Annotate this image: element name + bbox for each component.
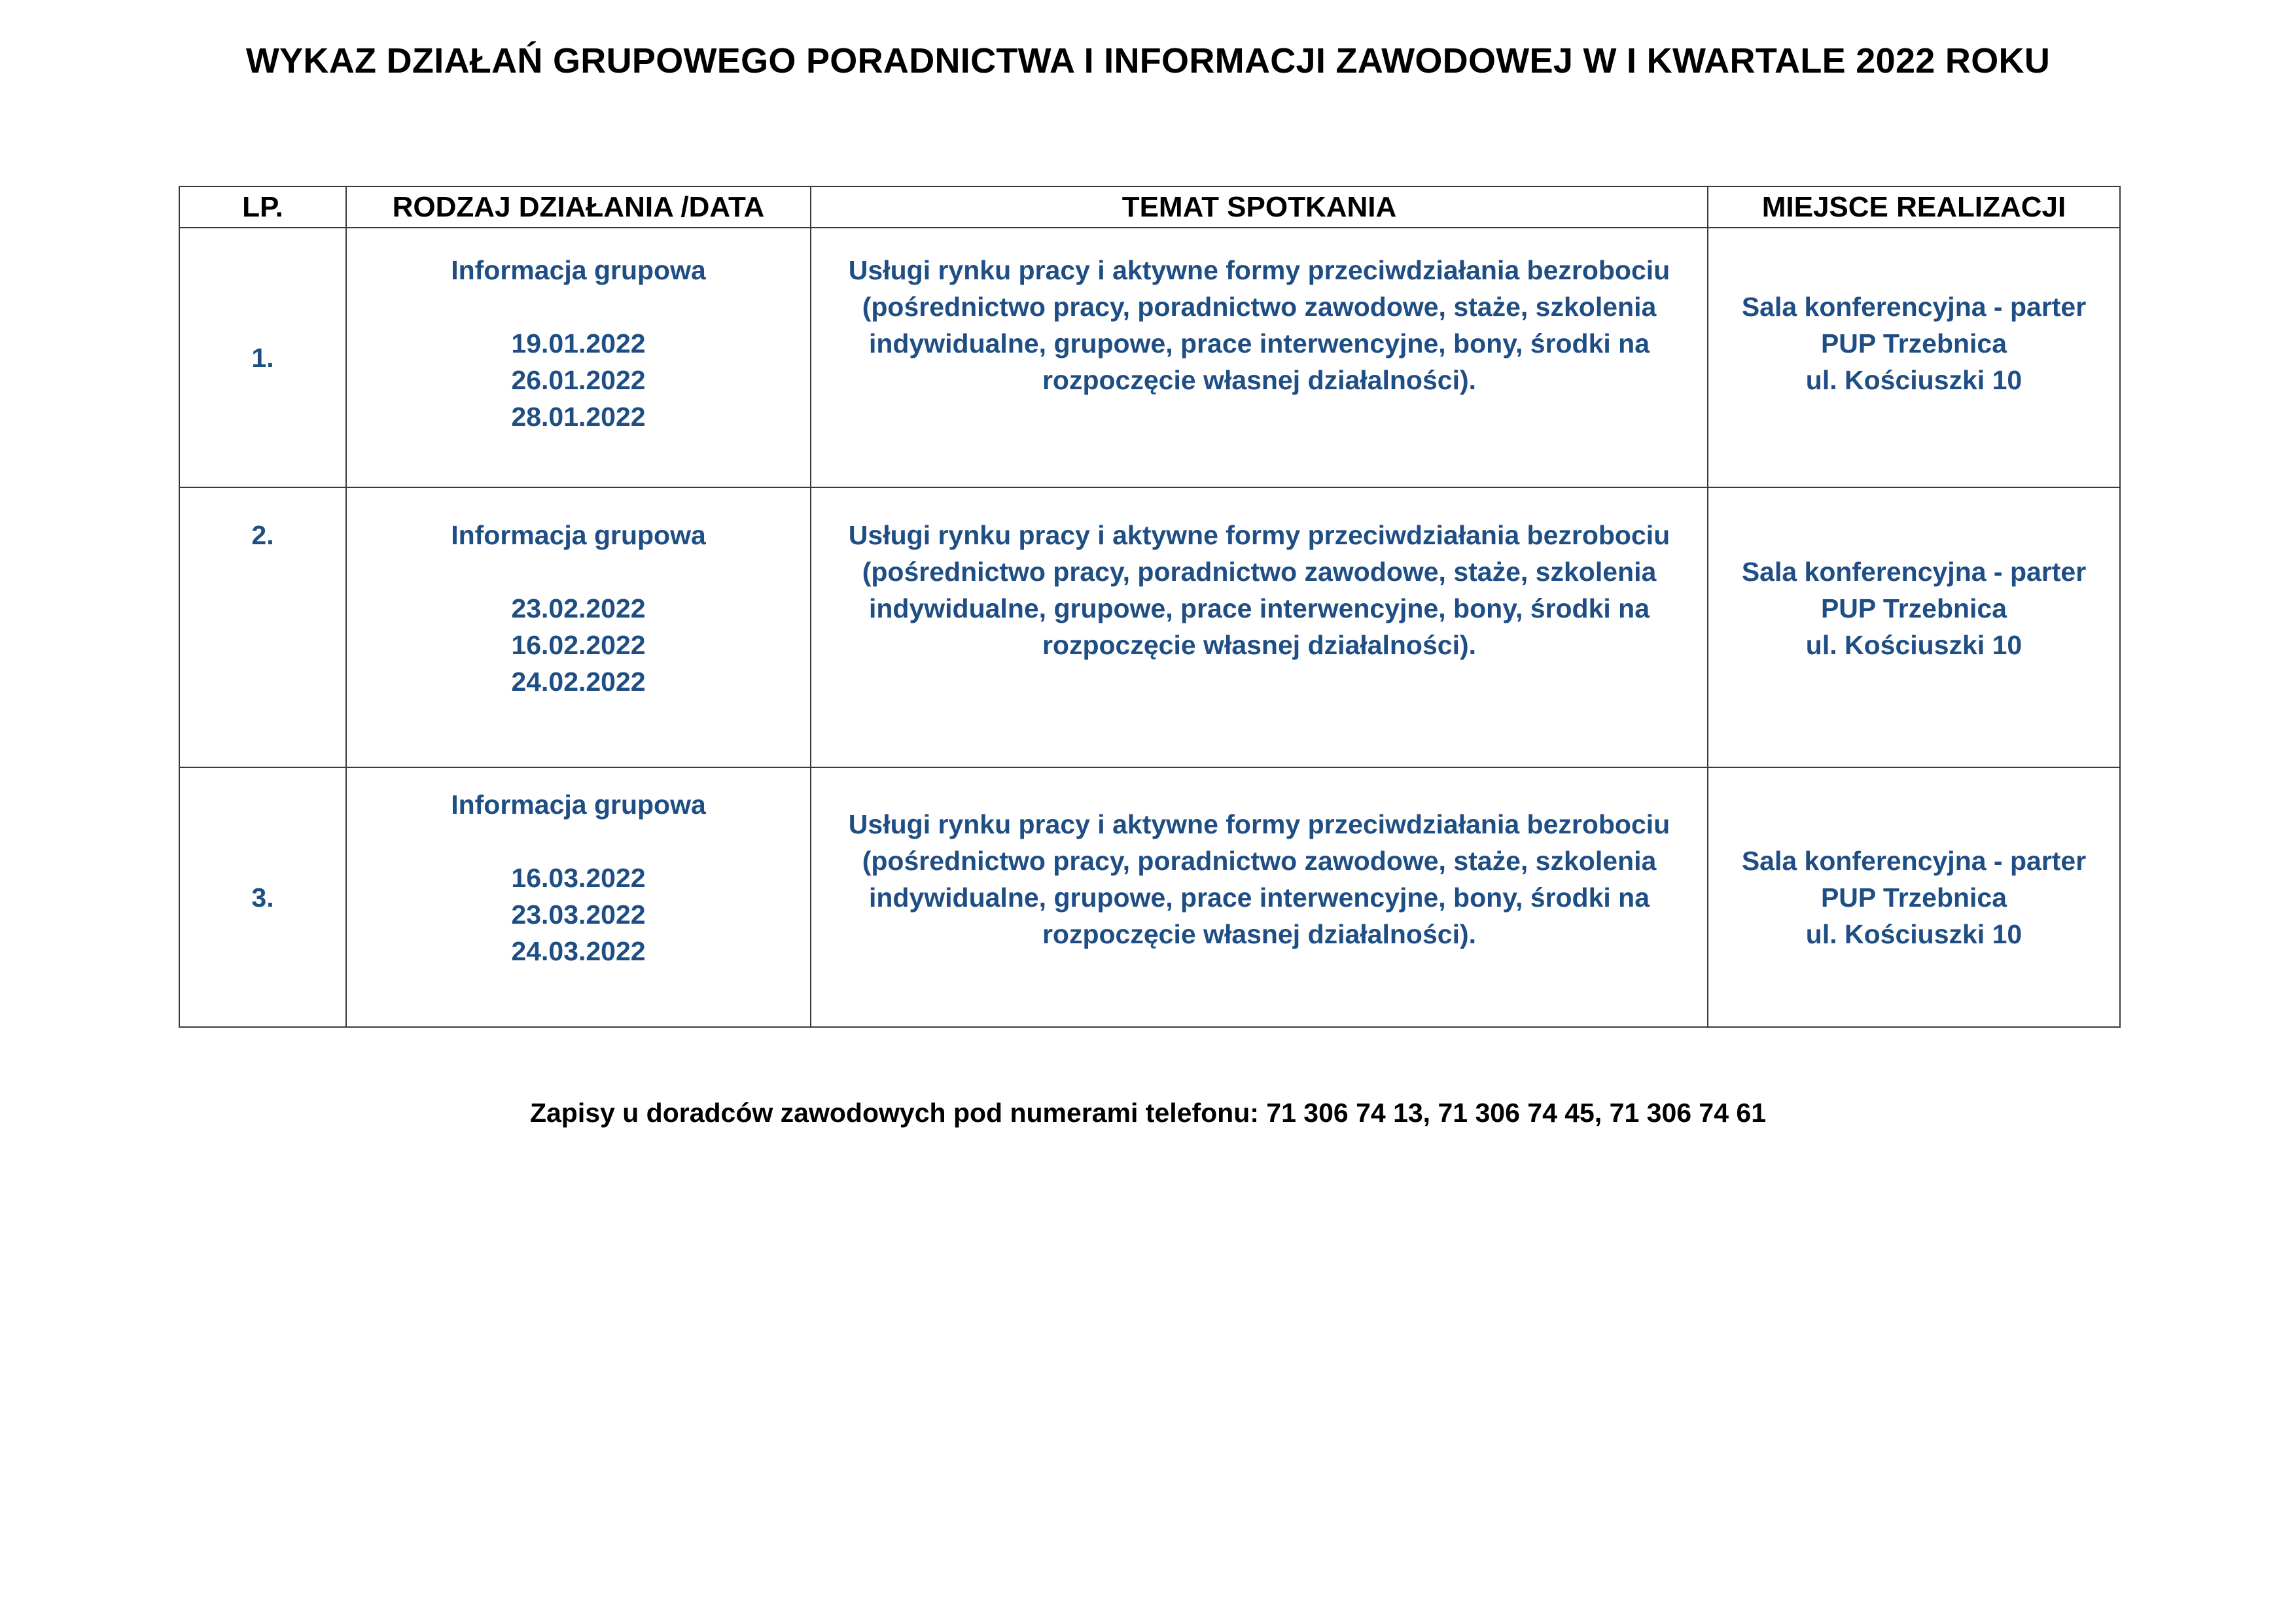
location-cell: [1708, 228, 2120, 487]
location-line: ul. Kościuszki 10: [1805, 365, 2022, 395]
action-type: Informacja grupowa: [451, 255, 706, 285]
action-type: Informacja grupowa: [451, 520, 706, 550]
date-item: 24.03.2022: [511, 936, 646, 966]
date-item: 24.02.2022: [511, 667, 646, 697]
topic-line: (pośrednictwo pracy, poradnictwo zawodowe, staże, szkolenia: [862, 846, 1657, 876]
date-item: 16.03.2022: [511, 863, 646, 893]
location-line: ul. Kościuszki 10: [1805, 919, 2022, 949]
row-number-cell: [179, 767, 346, 1027]
table-row: [179, 487, 2120, 767]
schedule-table: [179, 186, 2121, 1028]
topic-cell: [811, 487, 1708, 767]
topic-line: indywidualne, grupowe, prace interwencyjne, bony, środki na: [868, 593, 1650, 623]
row-number-cell: [179, 487, 346, 767]
row-number: 2.: [251, 520, 274, 550]
location-line: ul. Kościuszki 10: [1805, 630, 2022, 660]
topic-line: Usługi rynku pracy i aktywne formy przeciwdziałania bezrobociu: [848, 809, 1670, 839]
header-action-type-date: RODZAJ DZIAŁANIA /DATA: [346, 186, 811, 228]
topic-line: rozpoczęcie własnej działalności).: [1042, 919, 1477, 949]
header-location: MIEJSCE REALIZACJI: [1708, 186, 2120, 228]
topic-line: indywidualne, grupowe, prace interwencyjne, bony, środki na: [868, 882, 1650, 913]
date-item: 26.01.2022: [511, 365, 646, 395]
date-item: 23.02.2022: [511, 593, 646, 623]
action-cell: [346, 228, 811, 487]
table-row: [179, 767, 2120, 1027]
row-number: 3.: [251, 882, 274, 913]
date-list: [360, 590, 797, 700]
topic-line: rozpoczęcie własnej działalności).: [1042, 630, 1477, 660]
location-line: PUP Trzebnica: [1820, 593, 2007, 623]
location-line: Sala konferencyjna - parter: [1741, 292, 2087, 322]
date-list: [360, 325, 797, 435]
header-topic: TEMAT SPOTKANIA: [811, 186, 1708, 228]
row-number: 1.: [251, 342, 274, 373]
location-line: PUP Trzebnica: [1820, 328, 2007, 358]
row-number-cell: [179, 228, 346, 487]
action-cell: [346, 767, 811, 1027]
date-item: 16.02.2022: [511, 630, 646, 660]
signup-phone-note: Zapisy u doradców zawodowych pod numerami telefonu: 71 306 74 13, 71 306 74 45, 71 306 74 61: [529, 1098, 1767, 1128]
topic-line: indywidualne, grupowe, prace interwencyjne, bony, środki na: [868, 328, 1650, 358]
topic-line: (pośrednictwo pracy, poradnictwo zawodowe, staże, szkolenia: [862, 292, 1657, 322]
topic-line: Usługi rynku pracy i aktywne formy przeciwdziałania bezrobociu: [848, 255, 1670, 285]
topic-cell: [811, 228, 1708, 487]
date-item: 23.03.2022: [511, 899, 646, 930]
header-lp: LP.: [179, 186, 346, 228]
location-cell: [1708, 487, 2120, 767]
topic-line: Usługi rynku pracy i aktywne formy przeciwdziałania bezrobociu: [848, 520, 1670, 550]
page-title: WYKAZ DZIAŁAŃ GRUPOWEGO PORADNICTWA I INFORMACJI ZAWODOWEJ W I KWARTALE 2022 ROKU: [245, 41, 2051, 80]
topic-line: (pośrednictwo pracy, poradnictwo zawodowe, staże, szkolenia: [862, 557, 1657, 587]
topic-cell: [811, 767, 1708, 1027]
date-item: 19.01.2022: [511, 328, 646, 358]
location-line: Sala konferencyjna - parter: [1741, 557, 2087, 587]
location-line: PUP Trzebnica: [1820, 882, 2007, 913]
header-row: [179, 186, 2120, 228]
action-type: Informacja grupowa: [451, 790, 706, 820]
location-line: Sala konferencyjna - parter: [1741, 846, 2087, 876]
date-list: [360, 860, 797, 969]
date-item: 28.01.2022: [511, 402, 646, 432]
topic-line: rozpoczęcie własnej działalności).: [1042, 365, 1477, 395]
action-cell: [346, 487, 811, 767]
location-cell: [1708, 767, 2120, 1027]
table-row: [179, 228, 2120, 487]
